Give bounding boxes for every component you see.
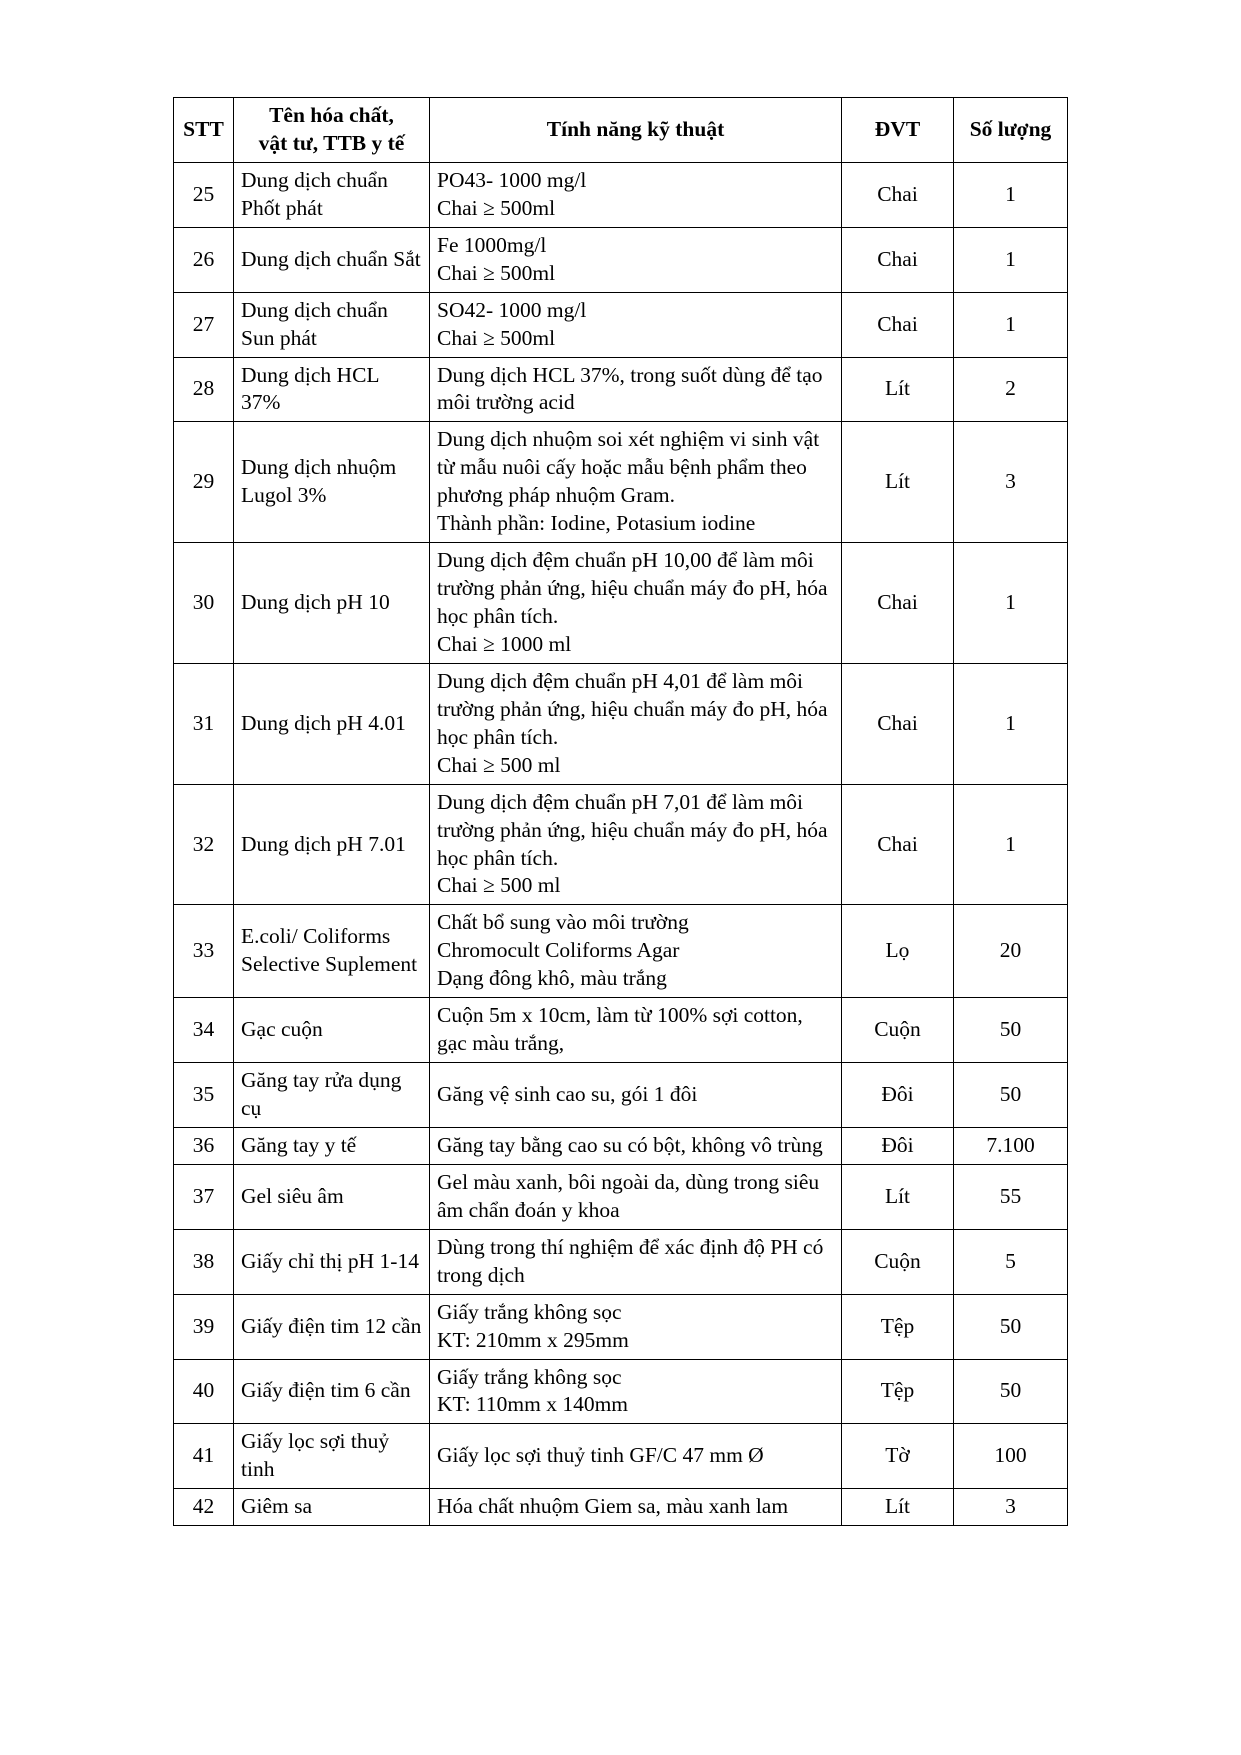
cell-stt: 34	[174, 998, 234, 1063]
cell-unit: Chai	[842, 162, 954, 227]
table-row	[174, 227, 1068, 292]
cell-quantity: 100	[954, 1424, 1068, 1489]
cell-item-name: Dung dịch HCL 37%	[234, 357, 430, 422]
column-header-qty: Số lượng	[954, 98, 1068, 163]
cell-unit: Đôi	[842, 1127, 954, 1164]
cell-quantity: 2	[954, 357, 1068, 422]
table-row	[174, 357, 1068, 422]
table-row	[174, 162, 1068, 227]
cell-specification: Dung dịch đệm chuẩn pH 10,00 để làm môi trường phản ứng, hiệu chuẩn máy đo pH, hóa học phân tích. Chai ≥ 1000 ml	[430, 543, 842, 664]
cell-item-name: Dung dịch pH 7.01	[234, 784, 430, 905]
cell-specification: SO42- 1000 mg/l Chai ≥ 500ml	[430, 292, 842, 357]
column-header-stt: STT	[174, 98, 234, 163]
cell-unit: Lít	[842, 357, 954, 422]
cell-item-name: Dung dịch chuẩn Sun phát	[234, 292, 430, 357]
cell-item-name: Găng tay y tế	[234, 1127, 430, 1164]
cell-stt: 27	[174, 292, 234, 357]
cell-specification: Dung dịch đệm chuẩn pH 7,01 để làm môi trường phản ứng, hiệu chuẩn máy đo pH, hóa học phân tích. Chai ≥ 500 ml	[430, 784, 842, 905]
cell-unit: Lít	[842, 422, 954, 543]
cell-unit: Lọ	[842, 905, 954, 998]
cell-quantity: 1	[954, 663, 1068, 784]
cell-specification: Hóa chất nhuộm Giem sa, màu xanh lam	[430, 1489, 842, 1526]
table-row	[174, 784, 1068, 905]
cell-specification: Gel màu xanh, bôi ngoài da, dùng trong siêu âm chẩn đoán y khoa	[430, 1164, 842, 1229]
cell-specification: Dung dịch đệm chuẩn pH 4,01 để làm môi trường phản ứng, hiệu chuẩn máy đo pH, hóa học phân tích. Chai ≥ 500 ml	[430, 663, 842, 784]
column-header-spec: Tính năng kỹ thuật	[430, 98, 842, 163]
cell-unit: Lít	[842, 1489, 954, 1526]
cell-item-name: Giấy chỉ thị pH 1-14	[234, 1229, 430, 1294]
cell-stt: 26	[174, 227, 234, 292]
cell-unit: Chai	[842, 784, 954, 905]
cell-unit: Chai	[842, 227, 954, 292]
cell-item-name: Gel siêu âm	[234, 1164, 430, 1229]
table-row	[174, 1424, 1068, 1489]
cell-item-name: Dung dịch pH 4.01	[234, 663, 430, 784]
cell-quantity: 7.100	[954, 1127, 1068, 1164]
cell-stt: 37	[174, 1164, 234, 1229]
cell-stt: 40	[174, 1359, 234, 1424]
cell-item-name: Dung dịch pH 10	[234, 543, 430, 664]
table-header-row	[174, 98, 1068, 163]
cell-stt: 39	[174, 1294, 234, 1359]
cell-unit: Đôi	[842, 1063, 954, 1128]
cell-item-name: Giấy điện tim 6 cần	[234, 1359, 430, 1424]
table-row	[174, 905, 1068, 998]
table-row	[174, 422, 1068, 543]
cell-quantity: 1	[954, 784, 1068, 905]
cell-quantity: 50	[954, 1359, 1068, 1424]
cell-stt: 28	[174, 357, 234, 422]
table-row	[174, 543, 1068, 664]
cell-specification: Giấy trắng không sọc KT: 110mm x 140mm	[430, 1359, 842, 1424]
cell-quantity: 50	[954, 1063, 1068, 1128]
table-row	[174, 1359, 1068, 1424]
cell-quantity: 1	[954, 543, 1068, 664]
cell-quantity: 1	[954, 162, 1068, 227]
cell-item-name: Dung dịch chuẩn Sắt	[234, 227, 430, 292]
table-row	[174, 1489, 1068, 1526]
table-row	[174, 1229, 1068, 1294]
cell-unit: Cuộn	[842, 1229, 954, 1294]
table-row	[174, 292, 1068, 357]
cell-stt: 35	[174, 1063, 234, 1128]
cell-quantity: 20	[954, 905, 1068, 998]
cell-stt: 33	[174, 905, 234, 998]
cell-stt: 36	[174, 1127, 234, 1164]
cell-stt: 25	[174, 162, 234, 227]
cell-specification: Giấy lọc sợi thuỷ tinh GF/C 47 mm Ø	[430, 1424, 842, 1489]
cell-specification: Giấy trắng không sọc KT: 210mm x 295mm	[430, 1294, 842, 1359]
cell-item-name: E.coli/ Coliforms Selective Suplement	[234, 905, 430, 998]
cell-specification: Găng tay bằng cao su có bột, không vô trùng	[430, 1127, 842, 1164]
cell-specification: Dùng trong thí nghiệm để xác định độ PH có trong dịch	[430, 1229, 842, 1294]
table-row	[174, 1063, 1068, 1128]
cell-unit: Chai	[842, 663, 954, 784]
column-header-name: Tên hóa chất, vật tư, TTB y tế	[234, 98, 430, 163]
cell-item-name: Dung dịch nhuộm Lugol 3%	[234, 422, 430, 543]
cell-specification: Dung dịch nhuộm soi xét nghiệm vi sinh vật từ mẫu nuôi cấy hoặc mẫu bệnh phẩm theo phương pháp nhuộm Gram. Thành phần: Iodine, Potasium iodine	[430, 422, 842, 543]
table-row	[174, 1294, 1068, 1359]
table-row	[174, 998, 1068, 1063]
cell-specification: PO43- 1000 mg/l Chai ≥ 500ml	[430, 162, 842, 227]
cell-unit: Chai	[842, 292, 954, 357]
table-row	[174, 1127, 1068, 1164]
cell-item-name: Dung dịch chuẩn Phốt phát	[234, 162, 430, 227]
cell-specification: Găng vệ sinh cao su, gói 1 đôi	[430, 1063, 842, 1128]
cell-specification: Dung dịch HCL 37%, trong suốt dùng để tạo môi trường acid	[430, 357, 842, 422]
cell-quantity: 1	[954, 292, 1068, 357]
cell-unit: Lít	[842, 1164, 954, 1229]
cell-item-name: Giấy lọc sợi thuỷ tinh	[234, 1424, 430, 1489]
column-header-unit: ĐVT	[842, 98, 954, 163]
cell-specification: Fe 1000mg/l Chai ≥ 500ml	[430, 227, 842, 292]
cell-stt: 41	[174, 1424, 234, 1489]
cell-quantity: 50	[954, 1294, 1068, 1359]
cell-quantity: 3	[954, 422, 1068, 543]
table-body	[174, 162, 1068, 1525]
cell-quantity: 5	[954, 1229, 1068, 1294]
table-row	[174, 1164, 1068, 1229]
cell-item-name: Găng tay rửa dụng cụ	[234, 1063, 430, 1128]
cell-stt: 42	[174, 1489, 234, 1526]
cell-unit: Tệp	[842, 1294, 954, 1359]
cell-item-name: Gạc cuộn	[234, 998, 430, 1063]
cell-unit: Tệp	[842, 1359, 954, 1424]
table-header	[174, 98, 1068, 163]
cell-stt: 31	[174, 663, 234, 784]
cell-quantity: 55	[954, 1164, 1068, 1229]
cell-stt: 32	[174, 784, 234, 905]
cell-unit: Chai	[842, 543, 954, 664]
cell-stt: 29	[174, 422, 234, 543]
cell-specification: Cuộn 5m x 10cm, làm từ 100% sợi cotton, gạc màu trắng,	[430, 998, 842, 1063]
cell-item-name: Giêm sa	[234, 1489, 430, 1526]
cell-quantity: 1	[954, 227, 1068, 292]
cell-quantity: 3	[954, 1489, 1068, 1526]
cell-quantity: 50	[954, 998, 1068, 1063]
cell-unit: Cuộn	[842, 998, 954, 1063]
table-row	[174, 663, 1068, 784]
cell-unit: Tờ	[842, 1424, 954, 1489]
cell-item-name: Giấy điện tim 12 cần	[234, 1294, 430, 1359]
cell-stt: 30	[174, 543, 234, 664]
cell-stt: 38	[174, 1229, 234, 1294]
chemicals-supplies-table	[173, 97, 1068, 1526]
cell-specification: Chất bổ sung vào môi trường Chromocult Coliforms Agar Dạng đông khô, màu trắng	[430, 905, 842, 998]
